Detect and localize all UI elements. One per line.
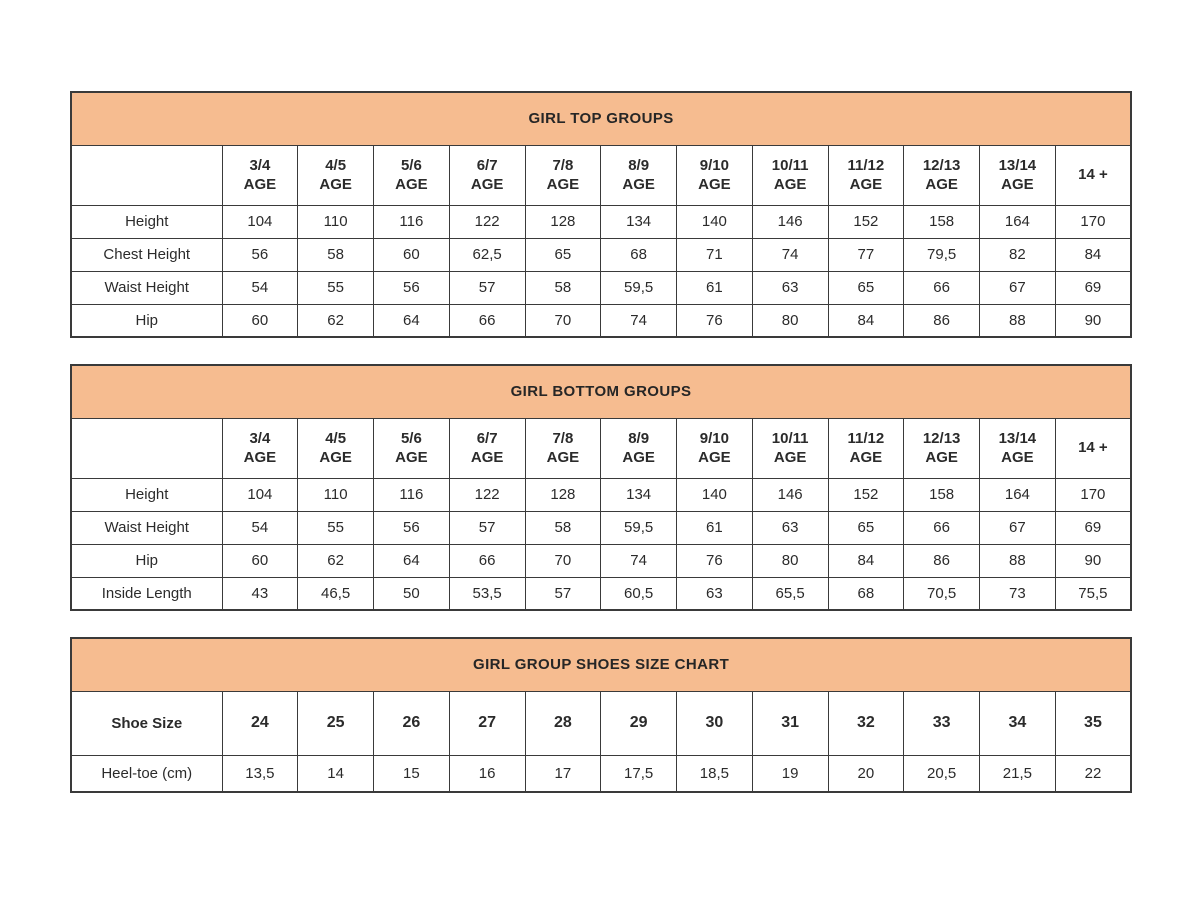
age-column-header	[449, 418, 525, 478]
table-row	[71, 511, 1131, 544]
tables-container	[70, 91, 1130, 793]
value-cell: 55	[298, 271, 374, 304]
value-cell: 15	[374, 755, 450, 792]
value-cell: 66	[449, 304, 525, 337]
age-header-row	[71, 418, 1131, 478]
value-cell: 60	[374, 238, 450, 271]
value-cell: 56	[222, 238, 298, 271]
value-cell: 54	[222, 271, 298, 304]
value-cell: 46,5	[298, 577, 374, 610]
value-cell: 146	[752, 205, 828, 238]
table-title-row	[71, 638, 1131, 691]
size-table-grid-1	[70, 364, 1132, 611]
age-column-header	[449, 145, 525, 205]
row-label: Waist Height	[71, 511, 222, 544]
value-cell: 68	[828, 577, 904, 610]
age-label-top: 12/13	[922, 156, 961, 174]
value-cell: 64	[374, 544, 450, 577]
age-label-bottom: AGE	[395, 176, 428, 193]
age-header-row	[71, 145, 1131, 205]
value-cell: 116	[374, 478, 450, 511]
value-cell: 55	[298, 511, 374, 544]
value-cell: 80	[752, 544, 828, 577]
age-label-top: 10/11	[771, 156, 809, 174]
table-title: GIRL TOP GROUPS	[71, 92, 1131, 145]
value-cell: 75,5	[1055, 577, 1131, 610]
value-cell: 90	[1055, 544, 1131, 577]
value-cell: 122	[449, 205, 525, 238]
value-cell: 27	[449, 691, 525, 755]
age-column-header	[980, 145, 1056, 205]
value-cell: 110	[298, 478, 374, 511]
value-cell: 134	[601, 478, 677, 511]
age-column-header	[1055, 418, 1131, 478]
value-cell: 19	[752, 755, 828, 792]
value-cell: 54	[222, 511, 298, 544]
age-label-bottom: AGE	[1001, 176, 1034, 193]
age-label-bottom: AGE	[319, 449, 352, 466]
value-cell: 30	[677, 691, 753, 755]
age-column-header	[828, 145, 904, 205]
age-label-bottom: AGE	[849, 176, 883, 193]
value-cell: 63	[677, 577, 753, 610]
age-column-header	[980, 418, 1056, 478]
value-cell: 25	[298, 691, 374, 755]
value-cell: 65	[828, 271, 904, 304]
table-row	[71, 271, 1131, 304]
value-cell: 63	[752, 511, 828, 544]
value-cell: 116	[374, 205, 450, 238]
age-column-header	[752, 418, 828, 478]
value-cell: 84	[828, 544, 904, 577]
value-cell: 77	[828, 238, 904, 271]
value-cell: 65	[525, 238, 601, 271]
value-cell: 62	[298, 304, 374, 337]
age-column-header	[374, 145, 450, 205]
table-row	[71, 577, 1131, 610]
value-cell: 67	[980, 271, 1056, 304]
age-column-header	[222, 145, 298, 205]
age-label-top: 8/9	[628, 429, 650, 447]
value-cell: 59,5	[601, 511, 677, 544]
value-cell: 74	[601, 304, 677, 337]
age-label-bottom: AGE	[470, 449, 504, 466]
table-row	[71, 755, 1131, 792]
age-label-top: 9/10	[699, 156, 729, 174]
value-cell: 82	[980, 238, 1056, 271]
value-cell: 74	[601, 544, 677, 577]
value-cell: 76	[677, 304, 753, 337]
value-cell: 17	[525, 755, 601, 792]
value-cell: 140	[677, 205, 753, 238]
age-label-top: 8/9	[628, 156, 650, 174]
age-label-bottom: AGE	[319, 176, 352, 193]
value-cell: 56	[374, 271, 450, 304]
value-cell: 56	[374, 511, 450, 544]
value-cell: 70	[525, 304, 601, 337]
age-label-top: 6/7	[476, 156, 498, 174]
age-label-bottom: AGE	[395, 449, 428, 466]
age-label-top: 14 +	[1078, 439, 1108, 457]
value-cell: 33	[904, 691, 980, 755]
age-label-top: 13/14	[998, 429, 1037, 447]
table-title: GIRL GROUP SHOES SIZE CHART	[71, 638, 1131, 691]
age-label-top: 7/8	[552, 429, 574, 447]
value-cell: 17,5	[601, 755, 677, 792]
value-cell: 29	[601, 691, 677, 755]
value-cell: 90	[1055, 304, 1131, 337]
row-label: Shoe Size	[71, 691, 222, 755]
age-label-bottom: AGE	[622, 449, 655, 466]
table-title: GIRL BOTTOM GROUPS	[71, 365, 1131, 418]
value-cell: 21,5	[980, 755, 1056, 792]
age-label-top: 9/10	[699, 429, 729, 447]
value-cell: 66	[904, 511, 980, 544]
value-cell: 63	[752, 271, 828, 304]
row-label: Hip	[71, 544, 222, 577]
age-column-header	[752, 145, 828, 205]
value-cell: 22	[1055, 755, 1131, 792]
value-cell: 58	[525, 511, 601, 544]
value-cell: 59,5	[601, 271, 677, 304]
age-column-header	[298, 418, 374, 478]
value-cell: 70,5	[904, 577, 980, 610]
age-column-header	[677, 145, 753, 205]
age-label-bottom: AGE	[243, 449, 277, 466]
value-cell: 74	[752, 238, 828, 271]
value-cell: 104	[222, 478, 298, 511]
age-label-top: 5/6	[400, 429, 422, 447]
age-label-bottom: AGE	[698, 449, 731, 466]
value-cell: 32	[828, 691, 904, 755]
value-cell: 86	[904, 544, 980, 577]
age-column-header	[677, 418, 753, 478]
value-cell: 80	[752, 304, 828, 337]
age-label-bottom: AGE	[698, 176, 731, 193]
value-cell: 71	[677, 238, 753, 271]
table-row	[71, 478, 1131, 511]
value-cell: 62	[298, 544, 374, 577]
value-cell: 128	[525, 478, 601, 511]
table-row	[71, 304, 1131, 337]
row-label: Heel-toe (cm)	[71, 755, 222, 792]
table-row	[71, 544, 1131, 577]
age-label-top: 13/14	[998, 156, 1037, 174]
value-cell: 73	[980, 577, 1056, 610]
value-cell: 88	[980, 544, 1056, 577]
value-cell: 57	[449, 511, 525, 544]
value-cell: 20,5	[904, 755, 980, 792]
value-cell: 170	[1055, 205, 1131, 238]
age-column-header	[904, 418, 980, 478]
age-label-top: 5/6	[400, 156, 422, 174]
value-cell: 50	[374, 577, 450, 610]
value-cell: 86	[904, 304, 980, 337]
value-cell: 152	[828, 205, 904, 238]
age-label-top: 14 +	[1078, 166, 1108, 184]
age-label-top: 3/4	[249, 156, 271, 174]
age-label-bottom: AGE	[925, 176, 958, 193]
age-label-top: 10/11	[771, 429, 809, 447]
value-cell: 58	[525, 271, 601, 304]
age-label-top: 11/12	[847, 156, 885, 174]
value-cell: 14	[298, 755, 374, 792]
age-column-header	[1055, 145, 1131, 205]
value-cell: 70	[525, 544, 601, 577]
value-cell: 31	[752, 691, 828, 755]
table-row	[71, 238, 1131, 271]
age-label-bottom: AGE	[773, 449, 807, 466]
value-cell: 164	[980, 205, 1056, 238]
value-cell: 26	[374, 691, 450, 755]
age-label-bottom: AGE	[925, 449, 958, 466]
row-label: Waist Height	[71, 271, 222, 304]
age-label-top: 6/7	[476, 429, 498, 447]
size-table-0	[70, 91, 1130, 338]
age-label-bottom: AGE	[546, 176, 580, 193]
age-label-top: 12/13	[922, 429, 961, 447]
value-cell: 60,5	[601, 577, 677, 610]
value-cell: 43	[222, 577, 298, 610]
value-cell: 76	[677, 544, 753, 577]
age-column-header	[904, 145, 980, 205]
value-cell: 140	[677, 478, 753, 511]
age-column-header	[601, 418, 677, 478]
age-column-header	[828, 418, 904, 478]
age-label-bottom: AGE	[773, 176, 807, 193]
value-cell: 60	[222, 544, 298, 577]
age-column-header	[525, 145, 601, 205]
value-cell: 104	[222, 205, 298, 238]
value-cell: 65,5	[752, 577, 828, 610]
value-cell: 88	[980, 304, 1056, 337]
value-cell: 65	[828, 511, 904, 544]
age-column-header	[222, 418, 298, 478]
size-table-grid-0	[70, 91, 1132, 338]
value-cell: 60	[222, 304, 298, 337]
value-cell: 64	[374, 304, 450, 337]
table-title-row	[71, 92, 1131, 145]
value-cell: 34	[980, 691, 1056, 755]
size-table-grid-2	[70, 637, 1132, 793]
age-label-top: 3/4	[249, 429, 271, 447]
value-cell: 134	[601, 205, 677, 238]
value-cell: 57	[525, 577, 601, 610]
row-label: Height	[71, 205, 222, 238]
value-cell: 84	[828, 304, 904, 337]
row-label: Chest Height	[71, 238, 222, 271]
value-cell: 84	[1055, 238, 1131, 271]
age-label-bottom: AGE	[622, 176, 655, 193]
age-label-bottom: AGE	[849, 449, 883, 466]
value-cell: 69	[1055, 511, 1131, 544]
value-cell: 62,5	[449, 238, 525, 271]
value-cell: 67	[980, 511, 1056, 544]
row-label: Height	[71, 478, 222, 511]
value-cell: 170	[1055, 478, 1131, 511]
table-row	[71, 205, 1131, 238]
empty-corner-cell	[71, 418, 222, 478]
value-cell: 53,5	[449, 577, 525, 610]
age-label-bottom: AGE	[243, 176, 277, 193]
value-cell: 61	[677, 511, 753, 544]
value-cell: 128	[525, 205, 601, 238]
value-cell: 69	[1055, 271, 1131, 304]
row-label: Inside Length	[71, 577, 222, 610]
value-cell: 146	[752, 478, 828, 511]
age-label-bottom: AGE	[1001, 449, 1034, 466]
value-cell: 28	[525, 691, 601, 755]
size-table-1	[70, 364, 1130, 611]
table-row	[71, 691, 1131, 755]
value-cell: 58	[298, 238, 374, 271]
age-column-header	[298, 145, 374, 205]
value-cell: 158	[904, 478, 980, 511]
age-column-header	[525, 418, 601, 478]
age-label-bottom: AGE	[546, 449, 580, 466]
value-cell: 61	[677, 271, 753, 304]
value-cell: 57	[449, 271, 525, 304]
age-column-header	[374, 418, 450, 478]
value-cell: 66	[449, 544, 525, 577]
value-cell: 68	[601, 238, 677, 271]
empty-corner-cell	[71, 145, 222, 205]
value-cell: 122	[449, 478, 525, 511]
age-label-top: 11/12	[847, 429, 885, 447]
value-cell: 20	[828, 755, 904, 792]
size-table-2	[70, 637, 1130, 793]
value-cell: 24	[222, 691, 298, 755]
age-label-bottom: AGE	[470, 176, 504, 193]
table-title-row	[71, 365, 1131, 418]
value-cell: 110	[298, 205, 374, 238]
age-column-header	[601, 145, 677, 205]
age-label-top: 4/5	[325, 429, 347, 447]
row-label: Hip	[71, 304, 222, 337]
value-cell: 18,5	[677, 755, 753, 792]
value-cell: 16	[449, 755, 525, 792]
age-label-top: 4/5	[325, 156, 347, 174]
value-cell: 35	[1055, 691, 1131, 755]
value-cell: 152	[828, 478, 904, 511]
value-cell: 158	[904, 205, 980, 238]
value-cell: 66	[904, 271, 980, 304]
age-label-top: 7/8	[552, 156, 574, 174]
value-cell: 79,5	[904, 238, 980, 271]
value-cell: 164	[980, 478, 1056, 511]
value-cell: 13,5	[222, 755, 298, 792]
